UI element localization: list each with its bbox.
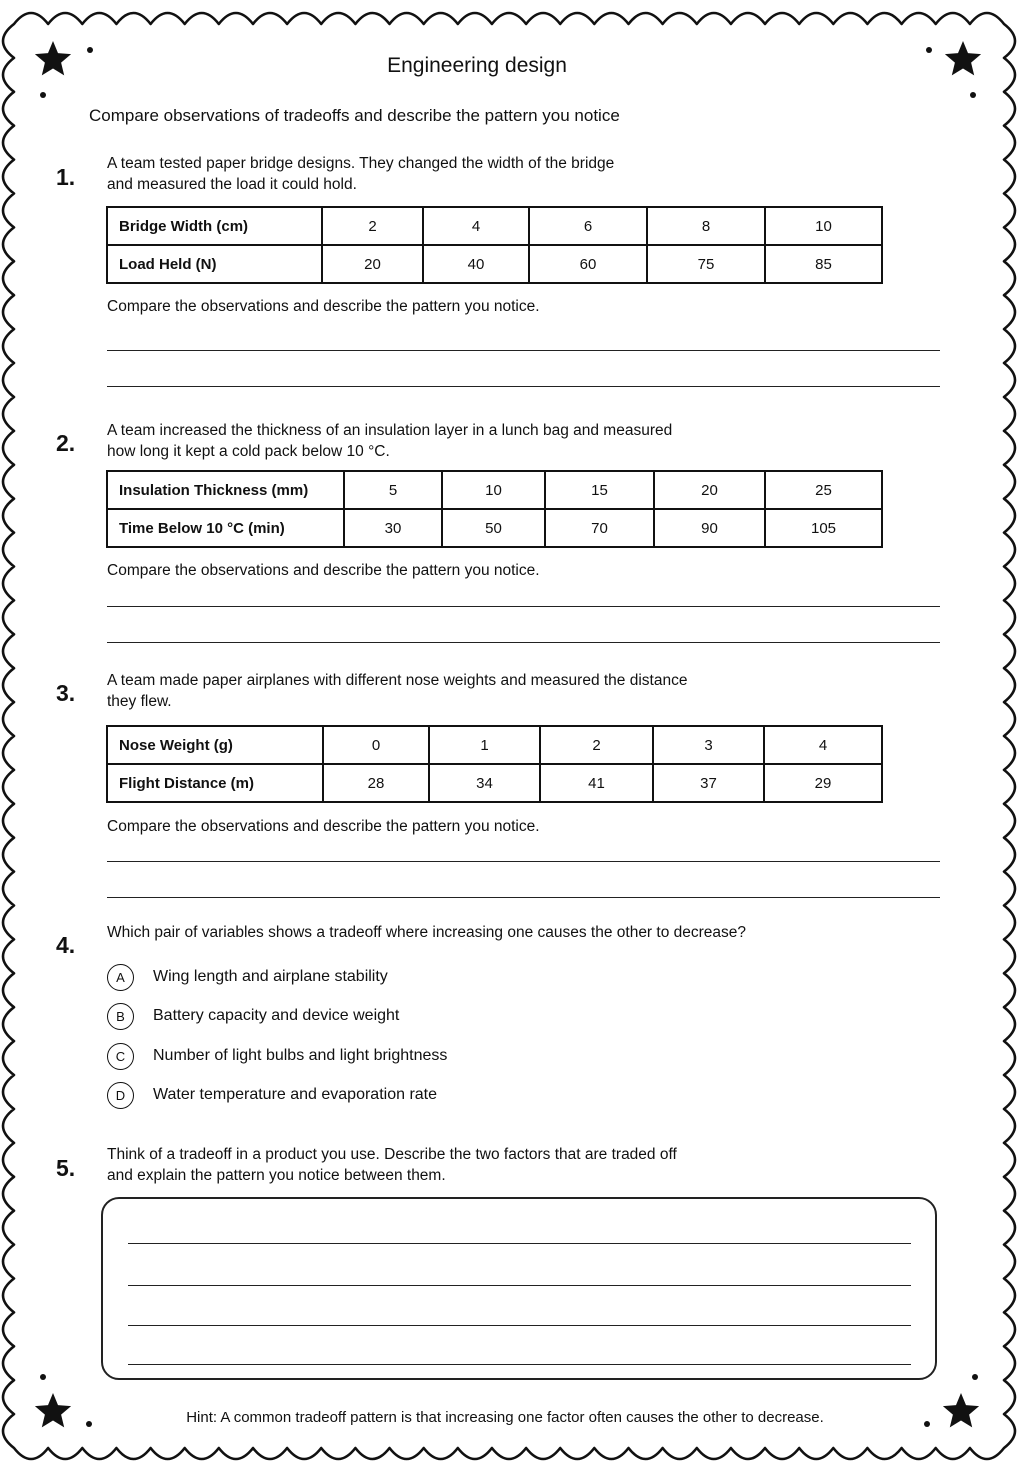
answer-line[interactable] — [107, 897, 940, 898]
question-text — [107, 670, 687, 712]
answer-option-a[interactable] — [107, 962, 388, 992]
table-header-cell: Flight Distance (m) — [107, 764, 323, 802]
table-cell: 20 — [322, 245, 423, 283]
question-text-line: Think of a tradeoff in a product you use. Describe the two factors that are traded off — [107, 1146, 677, 1163]
table-cell: 20 — [654, 471, 765, 509]
answer-line[interactable] — [128, 1325, 911, 1326]
question-number: 3. — [56, 680, 76, 706]
table-cell: 1 — [429, 726, 540, 764]
answer-line[interactable] — [107, 386, 940, 387]
answer-line[interactable] — [128, 1364, 911, 1365]
table-header-cell: Load Held (N) — [107, 245, 322, 283]
table-cell: 30 — [344, 509, 442, 547]
question-number: 2. — [56, 430, 76, 456]
table-header-cell: Bridge Width (cm) — [107, 207, 322, 245]
table-row — [107, 726, 882, 764]
table-cell: 29 — [764, 764, 882, 802]
table-cell: 10 — [442, 471, 545, 509]
answer-line[interactable] — [107, 606, 940, 607]
option-bubble[interactable]: C — [107, 1043, 134, 1070]
option-bubble[interactable]: A — [107, 964, 134, 991]
table-cell: 40 — [423, 245, 529, 283]
table-cell: 50 — [442, 509, 545, 547]
observation-prompt: Compare the observations and describe the pattern you notice. — [107, 818, 540, 835]
question-text — [107, 1144, 677, 1186]
table-cell: 2 — [322, 207, 423, 245]
table-cell: 90 — [654, 509, 765, 547]
table-row — [107, 245, 882, 283]
table-header-cell: Nose Weight (g) — [107, 726, 323, 764]
option-bubble[interactable]: B — [107, 1003, 134, 1030]
question-text-line: how long it kept a cold pack below 10 °C. — [107, 443, 390, 460]
table-cell: 8 — [647, 207, 765, 245]
dot-decoration — [972, 1374, 978, 1380]
option-bubble[interactable]: D — [107, 1082, 134, 1109]
question-text — [107, 153, 614, 195]
table-cell: 3 — [653, 726, 764, 764]
question-text-line: A team increased the thickness of an insulation layer in a lunch bag and measured — [107, 422, 673, 439]
observation-table — [106, 206, 883, 284]
observation-table — [106, 470, 883, 548]
dot-decoration — [40, 92, 46, 98]
table-cell: 6 — [529, 207, 647, 245]
page-subtitle: Compare observations of tradeoffs and describe the pattern you notice — [89, 106, 620, 125]
table-cell: 28 — [323, 764, 429, 802]
table-cell: 60 — [529, 245, 647, 283]
dot-decoration — [40, 1374, 46, 1380]
table-row — [107, 207, 882, 245]
answer-option-c[interactable] — [107, 1041, 447, 1071]
observation-prompt: Compare the observations and describe the pattern you notice. — [107, 298, 540, 315]
option-label: Battery capacity and device weight — [153, 1007, 400, 1024]
table-row — [107, 471, 882, 509]
observation-table — [106, 725, 883, 803]
answer-line[interactable] — [128, 1243, 911, 1244]
table-cell: 4 — [423, 207, 529, 245]
table-header-cell: Time Below 10 °C (min) — [107, 509, 344, 547]
table-row — [107, 509, 882, 547]
dot-decoration — [87, 47, 93, 53]
table-cell: 25 — [765, 471, 882, 509]
question-number: 5. — [56, 1155, 76, 1181]
answer-line[interactable] — [128, 1285, 911, 1286]
question-text-line: they flew. — [107, 693, 172, 710]
table-cell: 70 — [545, 509, 654, 547]
table-cell: 5 — [344, 471, 442, 509]
dot-decoration — [926, 47, 932, 53]
question-text: Which pair of variables shows a tradeoff where increasing one causes the other to decrease? — [107, 924, 747, 941]
table-header-cell: Insulation Thickness (mm) — [107, 471, 344, 509]
page-title: Engineering design — [387, 54, 567, 77]
table-cell: 0 — [323, 726, 429, 764]
question-text-line: and measured the load it could hold. — [107, 176, 357, 193]
answer-box[interactable] — [101, 1197, 937, 1380]
option-label: Water temperature and evaporation rate — [153, 1086, 438, 1103]
answer-option-d[interactable] — [107, 1080, 437, 1110]
question-text — [107, 420, 672, 462]
table-cell: 2 — [540, 726, 653, 764]
question-number: 4. — [56, 932, 76, 958]
option-label: Number of light bulbs and light brightness — [153, 1047, 448, 1064]
table-cell: 37 — [653, 764, 764, 802]
table-cell: 105 — [765, 509, 882, 547]
question-text-line: A team tested paper bridge designs. They changed the width of the bridge — [107, 155, 615, 172]
table-cell: 10 — [765, 207, 882, 245]
table-cell: 15 — [545, 471, 654, 509]
answer-line[interactable] — [107, 350, 940, 351]
option-label: Wing length and airplane stability — [153, 968, 388, 985]
answer-option-b[interactable] — [107, 1001, 399, 1031]
question-text-line: and explain the pattern you notice between them. — [107, 1167, 446, 1184]
table-cell: 34 — [429, 764, 540, 802]
answer-line[interactable] — [107, 861, 940, 862]
table-cell: 85 — [765, 245, 882, 283]
dot-decoration — [970, 92, 976, 98]
answer-line[interactable] — [107, 642, 940, 643]
table-cell: 4 — [764, 726, 882, 764]
hint-text: Hint: A common tradeoff pattern is that increasing one factor often causes the other to decrease. — [186, 1409, 824, 1426]
table-cell: 41 — [540, 764, 653, 802]
question-text-line: A team made paper airplanes with different nose weights and measured the distance — [107, 672, 688, 689]
question-number: 1. — [56, 164, 76, 190]
table-cell: 75 — [647, 245, 765, 283]
table-row — [107, 764, 882, 802]
observation-prompt: Compare the observations and describe the pattern you notice. — [107, 562, 540, 579]
